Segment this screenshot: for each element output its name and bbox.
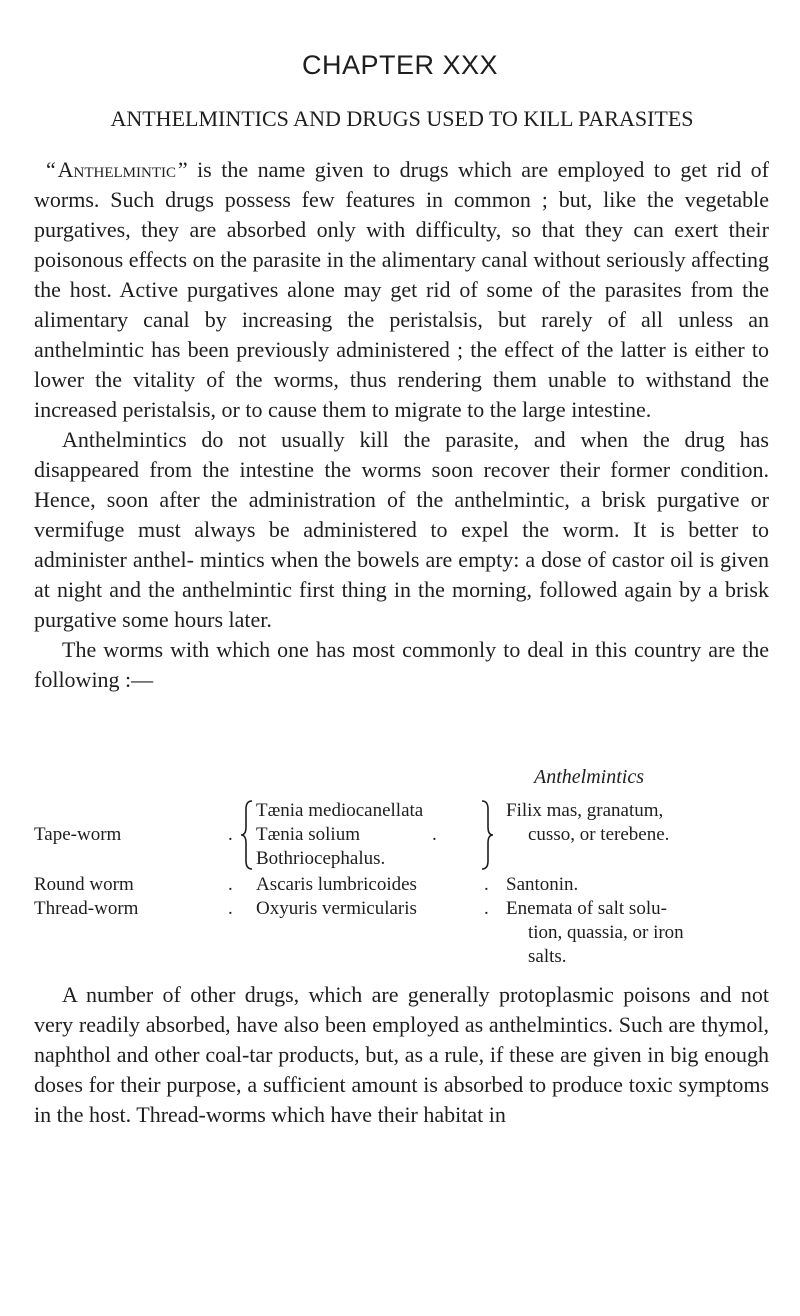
row-dot: . xyxy=(228,874,233,895)
chapter-title: ANTHELMINTICS AND DRUGS USED TO KILL PARASITES xyxy=(110,106,694,131)
chapter-heading: CHAPTER XXX xyxy=(301,50,499,80)
row-dot: . xyxy=(432,824,437,845)
lead-term: Anthelmintic xyxy=(57,157,176,182)
species-oxyuris: Oxyuris vermicularis xyxy=(256,898,417,919)
intro-paragraph-1: “ Anthelmintic ” is the name given to drugs which are employed to get rid of worms. Such drugs possess few features in common ; but, like the vegetable purgatives, they are absorbed only with difficulty, so that they can exert their poisonous effects on the parasite in the alimentary canal without seriously affecting the host. Active purgatives alone may get rid of some of the parasites from the alimentary canal by increasing the peristalsis, but rarely of all unless an anthelmintic has been previously administered ; the effect of the latter is either to lower the vitality of the worms, thus rendering them unable to withstand the increased peristalsis, or to cause them to migrate to the large intestine. xyxy=(34,157,769,422)
closing-text xyxy=(34,980,769,1130)
worm-tape: Tape-worm xyxy=(34,824,122,845)
row-dot: . xyxy=(484,874,489,895)
worm-round: Round worm xyxy=(34,874,134,895)
species-taenia-solium: Tænia solium xyxy=(256,824,360,845)
species-bothriocephalus: Bothriocephalus. xyxy=(256,848,386,869)
remedy-tape-line2: cusso, or terebene. xyxy=(528,824,670,845)
intro-paragraph-3: The worms with which one has most commonly to deal in this country are the following :— xyxy=(34,637,769,692)
row-dot: . xyxy=(484,898,489,919)
remedy-thread-line3: salts. xyxy=(528,946,567,967)
species-ascaris: Ascaris lumbricoides xyxy=(256,874,417,895)
worm-thread: Thread-worm xyxy=(34,898,139,919)
remedy-round: Santonin. xyxy=(506,874,579,895)
right-brace xyxy=(480,799,494,871)
column-header: Anthelmintics xyxy=(534,766,644,788)
intro-text xyxy=(34,155,769,695)
left-brace xyxy=(240,799,254,871)
row-dot: . xyxy=(228,824,233,845)
closing-paragraph: A number of other drugs, which are generally protoplasmic poisons and not very readily absorbed, have also been employed as anthelmintics. Such are thymol, naphthol and other coal-tar products, but, as a rule, if these are given in big enough doses for their purpose, a sufficient amount is absorbed to produce toxic symptoms in the host. Thread-worms which have their habitat in xyxy=(34,982,769,1127)
species-taenia-mediocanellata: Tænia mediocanellata xyxy=(256,800,424,821)
row-dot: . xyxy=(228,898,233,919)
remedy-thread-line2: tion, quassia, or iron xyxy=(528,922,684,943)
remedy-tape-line1: Filix mas, granatum, xyxy=(506,800,664,821)
anthelmintics-table xyxy=(34,765,774,967)
remedy-thread-line1: Enemata of salt solu- xyxy=(506,898,667,919)
intro-paragraph-2: Anthelmintics do not usually kill the parasite, and when the drug has disappeared from the intestine the worms soon recover their former condition. Hence, soon after the administration of the anthelmintic, a brisk purgative or vermifuge must always be administered to expel the worm. It is better to administer anthel- mintics when the bowels are empty: a dose of castor oil is given at night and the anthelmintic first thing in the morning, followed again by a brisk purgative some hours later. xyxy=(34,427,769,632)
lead-rest: is the name given to drugs which are employed to get rid of worms. Such drugs possess few features in common ; but, like the vegetable purgatives, they are absorbed only with difficulty, so that they can exert their poisonous effects on the parasite in the alimentary canal without seriously affecting the host. Active purgatives alone may get rid of some of the parasites from the alimentary canal by increasing the peristalsis, but rarely of all unless an anthelmintic has been previously administered ; the effect of the latter is either to lower the vitality of the worms, thus rendering them unable to withstand the increased peristalsis, or to cause them to migrate to the large intestine. xyxy=(34,157,769,422)
